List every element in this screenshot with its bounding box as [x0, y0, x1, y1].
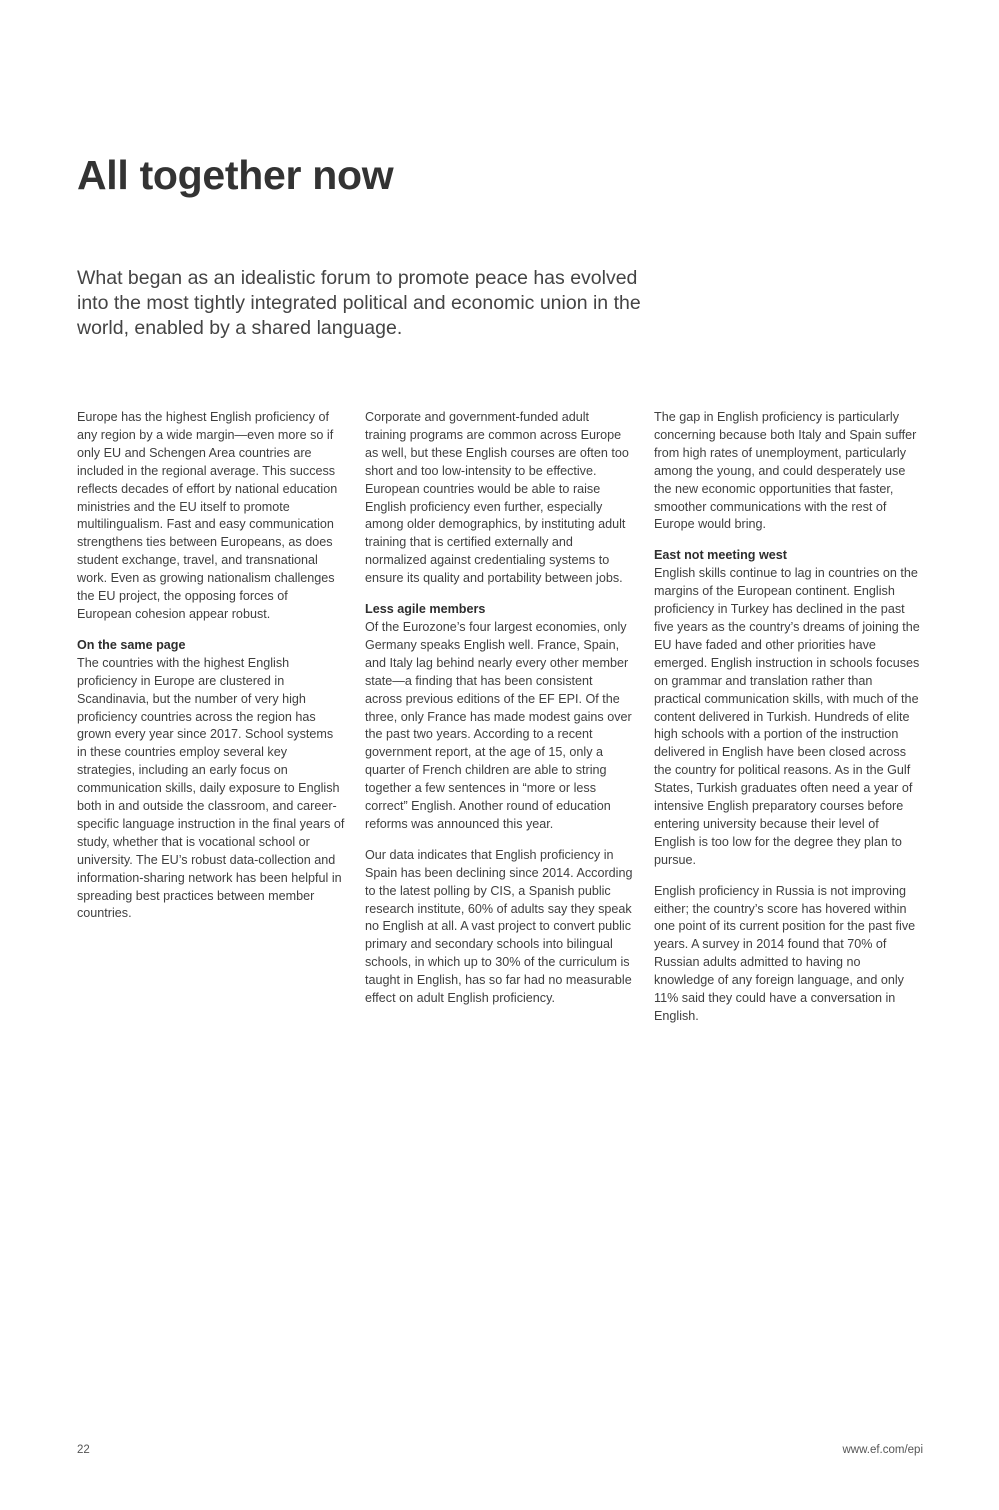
- section-heading-east-not-meeting-west: East not meeting west: [654, 548, 787, 563]
- paragraph: The gap in English proficiency is particularly concerning because both Italy and Spain suffer from high rates of unemployment, particularly among the young, and could desperately use the new economic opportunities that faster, smoother communications with the rest of Europe would bring.: [654, 410, 917, 532]
- paragraph: Corporate and government-funded adult training programs are common across Europe as well, but these English courses are often too short and too low-intensity to be effective. European countries would be able to raise English proficiency even further, especially among older demographics, by instituting adult training that is certified externally and normalized against credentialing systems to ensure its quality and portability between jobs.: [365, 410, 629, 586]
- paragraph: The countries with the highest English proficiency in Europe are clustered in Scandinavia, but the number of very high proficiency countries across the region has grown every year since 2017. School systems in these countries employ several key strategies, including an early focus on communication skills, daily exposure to English both in and outside the classroom, and career-specific language instruction in the final years of study, whether that is vocational school or university. The EU’s robust data-collection and information-sharing network has been helpful in spreading best practices between member countries.: [77, 655, 345, 921]
- paragraph: English skills continue to lag in countries on the margins of the European continent. English proficiency in Turkey has declined in the past five years as the country’s dreams of joining the EU have faded and other priorities have emerged. English instruction in schools focuses on grammar and translation rather than practical communication skills, with much of the content delivered in Turkish. Hundreds of elite high schools with a portion of the instruction delivered in English have been closed across the country for political reasons. As in the Gulf States, Turkish graduates often need a year of intensive English preparatory courses before entering university because their level of English is too low for the degree they plan to pursue.: [654, 566, 920, 867]
- paragraph: Europe has the highest English proficiency of any region by a wide margin—even more so if only EU and Schengen Area countries are included in the regional average. This success reflects decades of effort by national education ministries and the EU itself to promote multilingualism. Fast and easy communication strengthens ties between Europeans, as does student exchange, travel, and transnational work. Even as growing nationalism challenges the EU project, the opposing forces of European cohesion appear robust.: [77, 410, 338, 621]
- section-heading-on-the-same-page: On the same page: [77, 637, 186, 652]
- paragraph: Our data indicates that English proficiency in Spain has been declining since 2014. According to the latest polling by CIS, a Spanish public research institute, 60% of adults say they speak no English at all. A vast project to convert public primary and secondary schools into bilingual schools, in which up to 30% of the curriculum is taught in English, has so far had no measurable effect on adult English proficiency.: [365, 847, 633, 1006]
- page-number: 22: [77, 1444, 90, 1456]
- paragraph: English proficiency in Russia is not improving either; the country’s score has hovered within one point of its current position for the past five years. A survey in 2014 found that 70% of Russian adults admitted to having no knowledge of any foreign language, and only 11% said they could have a conversation in English.: [654, 883, 916, 1023]
- paragraph: Of the Eurozone’s four largest economies, only Germany speaks English well. France, Spain, and Italy lag behind nearly every other member state—a finding that has been consistent across previous editions of the EF EPI. Of the three, only France has made modest gains over the past two years. According to a recent government report, at the age of 15, only a quarter of French children are able to string together a few sentences in “more or less correct” English. Another round of education reforms was announced this year.: [365, 619, 632, 831]
- section-heading-less-agile-members: Less agile members: [365, 602, 486, 617]
- page-subtitle: What began as an idealistic forum to promote peace has evolved into the most tightly integrated political and economic union in the world, enabled by a shared language.: [77, 267, 641, 339]
- text-column-3: [654, 409, 922, 1039]
- text-column-1: [77, 409, 345, 936]
- page-title: All together now: [77, 152, 394, 198]
- footer-url: www.ef.com/epi: [842, 1444, 923, 1456]
- text-column-2: [365, 409, 633, 1021]
